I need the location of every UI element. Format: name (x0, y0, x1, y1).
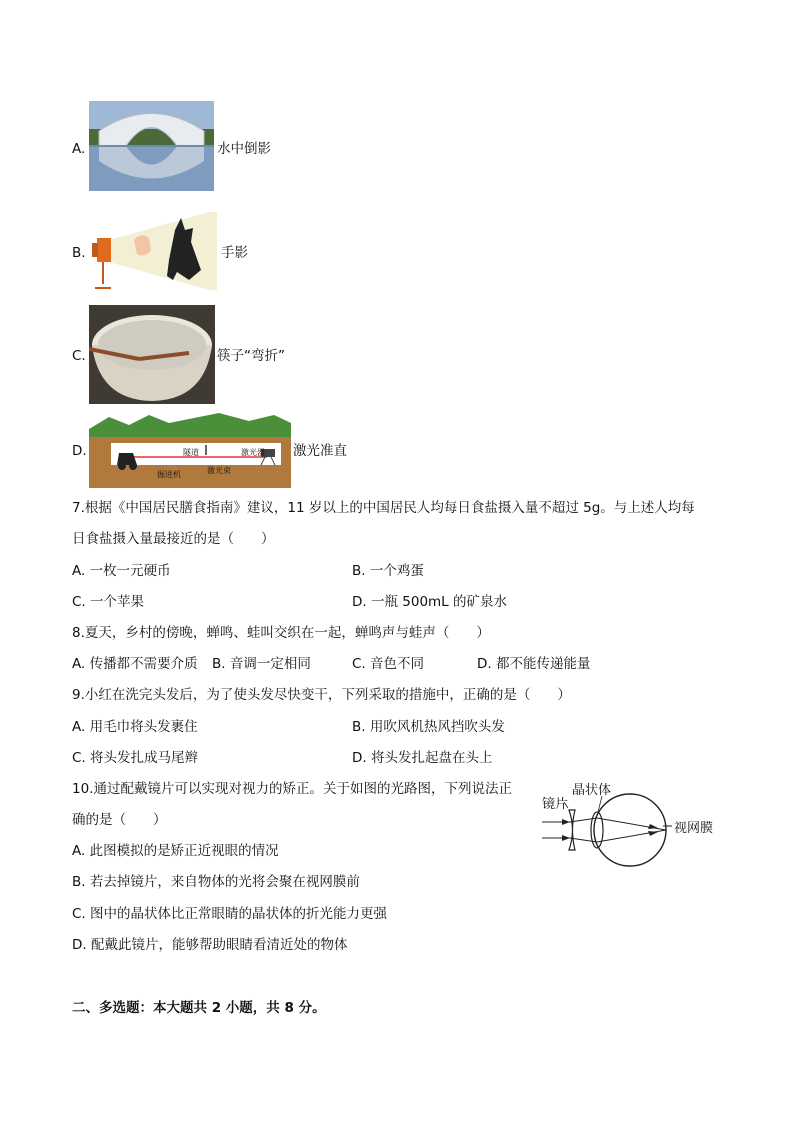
q10-option-d: D. 配戴此镜片，能够帮助眼睛看清近处的物体 (72, 937, 348, 953)
option-a-text: 水中倒影 (217, 141, 271, 157)
q10-stem-line1: 10.通过配戴镜片可以实现对视力的矫正。关于如图的光路图，下列说法正 (72, 781, 512, 797)
q9-option-a: A. 用毛巾将头发裹住 (72, 719, 198, 735)
option-b-text: 手影 (221, 245, 248, 261)
laser-tunnel-diagram (89, 409, 291, 488)
option-d-text: 激光准直 (293, 443, 347, 459)
option-c-text: 筷子“弯折” (217, 348, 285, 364)
lens-label: 镜片 (542, 797, 569, 812)
laser-label: 激光器 (241, 448, 265, 457)
q7-option-c: C. 一个苹果 (72, 594, 145, 610)
q8-option-a: A. 传播都不需要介质 (72, 656, 198, 672)
q10-option-b: B. 若去掉镜片，来自物体的光将会聚在视网膜前 (72, 874, 360, 890)
option-a-letter: A. (72, 141, 86, 157)
q9-option-c: C. 将头发扎成马尾辫 (72, 750, 199, 766)
q7-stem-line1: 7.根据《中国居民膳食指南》建议，11 岁以上的中国居民人均每日食盐摄入量不超过 5g。与上述人均每 (72, 500, 695, 516)
q8-option-b: B. 音调一定相同 (212, 656, 311, 672)
machine-label: 掘进机 (157, 470, 181, 479)
q8-stem: 8.夏天，乡村的傍晚，蝉鸣、蛙叫交织在一起，蝉鸣声与蛙声（ ） (72, 625, 490, 641)
q7-option-d: D. 一瓶 500mL 的矿泉水 (352, 594, 507, 610)
beam-label: 激光束 (207, 466, 231, 475)
q9-option-b: B. 用吹风机热风挡吹头发 (352, 719, 505, 735)
q10-stem-line2: 确的是（ ） (72, 812, 167, 828)
q10-option-a: A. 此图模拟的是矫正近视眼的情况 (72, 843, 279, 859)
bridge-reflection-image (89, 101, 214, 191)
q10-option-c: C. 图中的晶状体比正常眼睛的晶状体的折光能力更强 (72, 906, 388, 922)
q8-option-d: D. 都不能传递能量 (477, 656, 591, 672)
q9-option-d: D. 将头发扎起盘在头上 (352, 750, 493, 766)
tunnel-label: 隧道 (183, 448, 199, 457)
retina-label: 视网膜 (674, 821, 714, 836)
q8-option-c: C. 音色不同 (352, 656, 425, 672)
hand-shadow-image (89, 210, 219, 292)
section-2-heading: 二、多选题：本大题共 2 小题，共 8 分。 (72, 1000, 326, 1016)
q9-stem: 9.小红在洗完头发后，为了使头发尽快变干，下列采取的措施中，正确的是（ ） (72, 687, 571, 703)
eye-optics-diagram (540, 780, 755, 872)
option-b-letter: B. (72, 245, 86, 261)
option-d-letter: D. (72, 443, 87, 459)
option-c-letter: C. (72, 348, 86, 364)
chopstick-bowl-image (89, 305, 215, 404)
q7-option-b: B. 一个鸡蛋 (352, 563, 424, 579)
crystalline-label: 晶状体 (572, 783, 612, 798)
q7-stem-line2: 日食盐摄入量最接近的是（ ） (72, 531, 275, 547)
q7-option-a: A. 一枚一元硬币 (72, 563, 171, 579)
